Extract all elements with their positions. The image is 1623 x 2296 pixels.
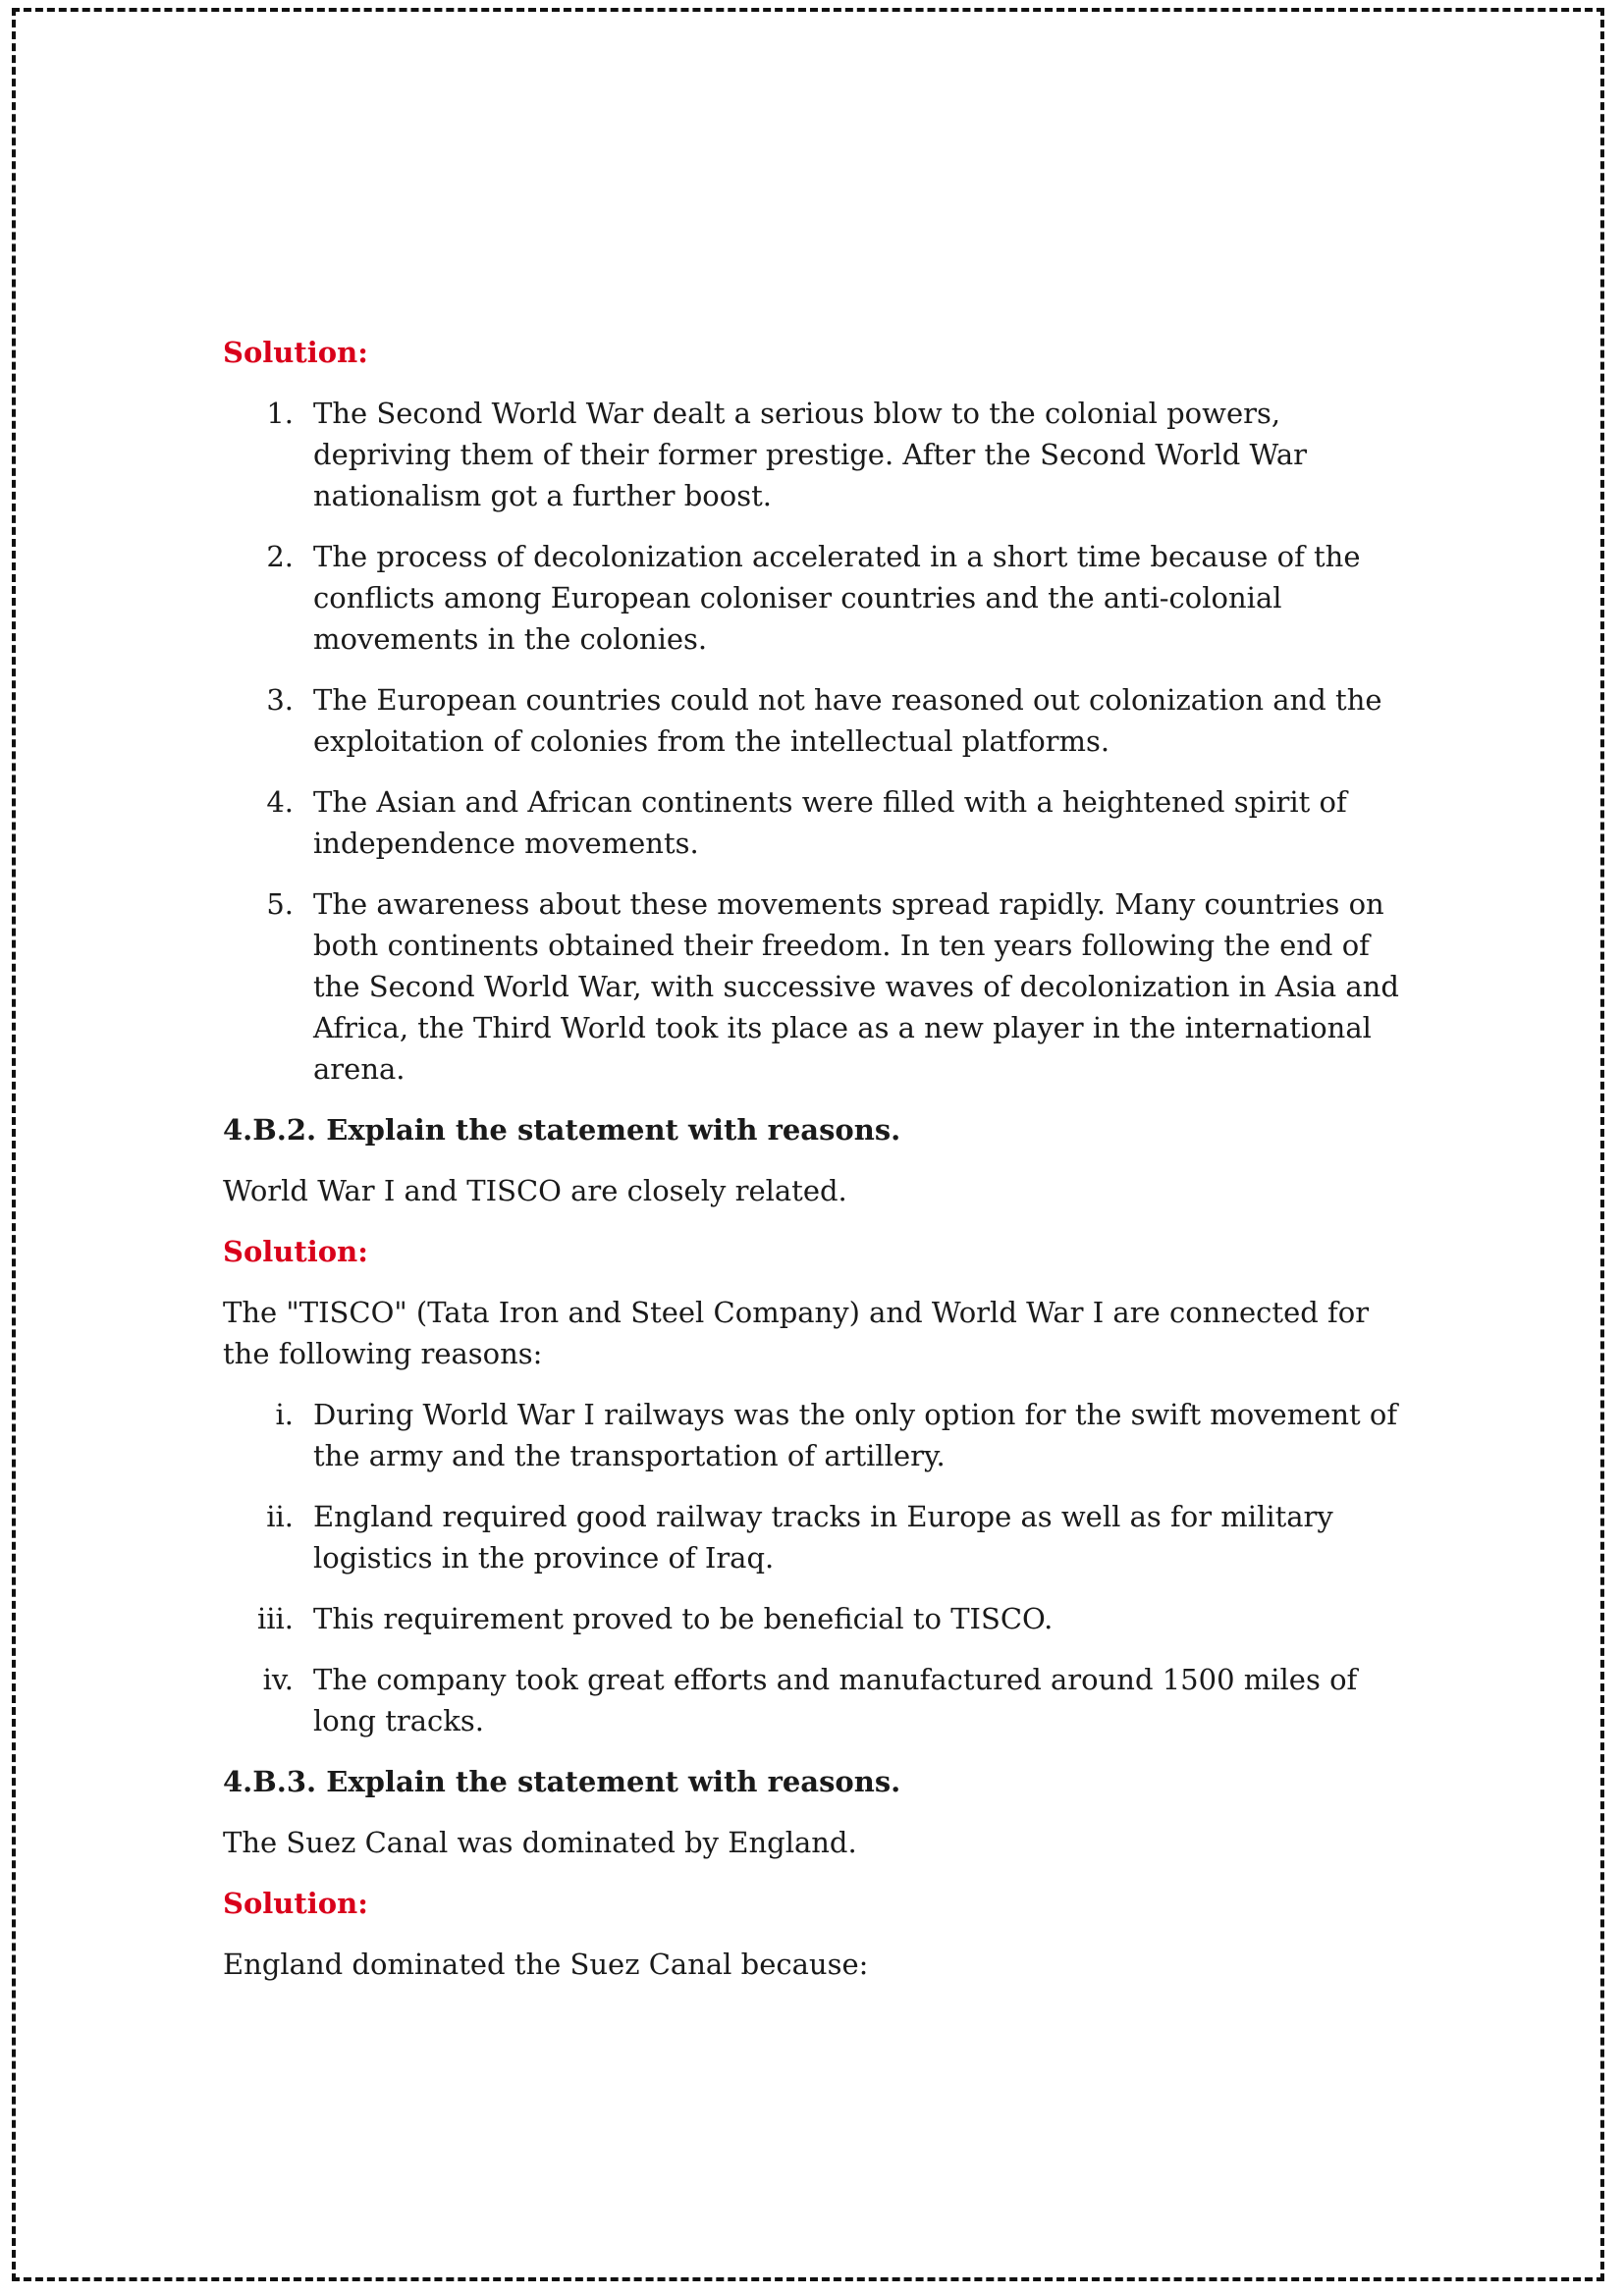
list-item: [223, 1598, 1421, 1639]
list-marker: ii.: [266, 1500, 294, 1533]
list-marker: 1.: [266, 397, 294, 430]
question-statement-4b2: World War I and TISCO are closely related.: [223, 1174, 847, 1207]
list-marker: i.: [275, 1398, 294, 1431]
list-item: [223, 1496, 1421, 1578]
solution-intro-4b2: The "TISCO" (Tata Iron and Steel Company) and World War I are connected for the following reasons:: [223, 1296, 1370, 1370]
list-item-text: This requirement proved to be beneficial to TISCO.: [313, 1602, 1054, 1635]
question-heading-4b2: 4.B.2. Explain the statement with reasons.: [223, 1113, 901, 1147]
list-item-text: The awareness about these movements spread rapidly. Many countries on both continents obtained their freedom. In ten years following the end of the Second World War, with successive waves of decolonization in Asia and Africa, the Third World took its place as a new player in the international arena.: [313, 887, 1399, 1086]
list-item-text: During World War I railways was the only option for the swift movement of the army and the transportation of artillery.: [313, 1398, 1398, 1472]
list-item-text: The European countries could not have reasoned out colonization and the exploitation of colonies from the intellectual platforms.: [313, 683, 1382, 758]
list-item-text: England required good railway tracks in Europe as well as for military logistics in the province of Iraq.: [313, 1500, 1333, 1575]
question-statement-4b3: The Suez Canal was dominated by England.: [223, 1826, 857, 1859]
list-marker: iv.: [262, 1663, 294, 1696]
list-item: [223, 1394, 1421, 1476]
list-marker: 3.: [266, 683, 294, 717]
solution-intro-4b3: England dominated the Suez Canal because:: [223, 1948, 869, 1981]
list-marker: iii.: [256, 1602, 294, 1635]
list-item-text: The Asian and African continents were filled with a heightened spirit of independence movements.: [313, 785, 1347, 860]
solution-1-list: [223, 393, 1421, 1090]
list-item: [223, 883, 1421, 1090]
list-marker: 4.: [266, 785, 294, 819]
list-item: [223, 1659, 1421, 1741]
document-content: [223, 332, 1421, 2004]
list-item-text: The process of decolonization accelerated in a short time because of the conflicts among European coloniser countries and the anti-colonial movements in the colonies.: [313, 540, 1361, 656]
list-item: [223, 536, 1421, 660]
list-item: [223, 393, 1421, 516]
list-marker: 2.: [266, 540, 294, 573]
list-item: [223, 679, 1421, 762]
list-item-text: The company took great efforts and manufactured around 1500 miles of long tracks.: [313, 1663, 1358, 1737]
question-heading-4b3: 4.B.3. Explain the statement with reasons.: [223, 1765, 901, 1798]
list-marker: 5.: [266, 887, 294, 921]
list-item: [223, 781, 1421, 864]
solution-label-3: Solution:: [223, 1887, 368, 1920]
list-item-text: The Second World War dealt a serious blow to the colonial powers, depriving them of their former prestige. After the Second World War nationalism got a further boost.: [313, 397, 1307, 512]
solution-label-1: Solution:: [223, 336, 368, 369]
solution-2-list: [223, 1394, 1421, 1741]
solution-label-2: Solution:: [223, 1235, 368, 1268]
